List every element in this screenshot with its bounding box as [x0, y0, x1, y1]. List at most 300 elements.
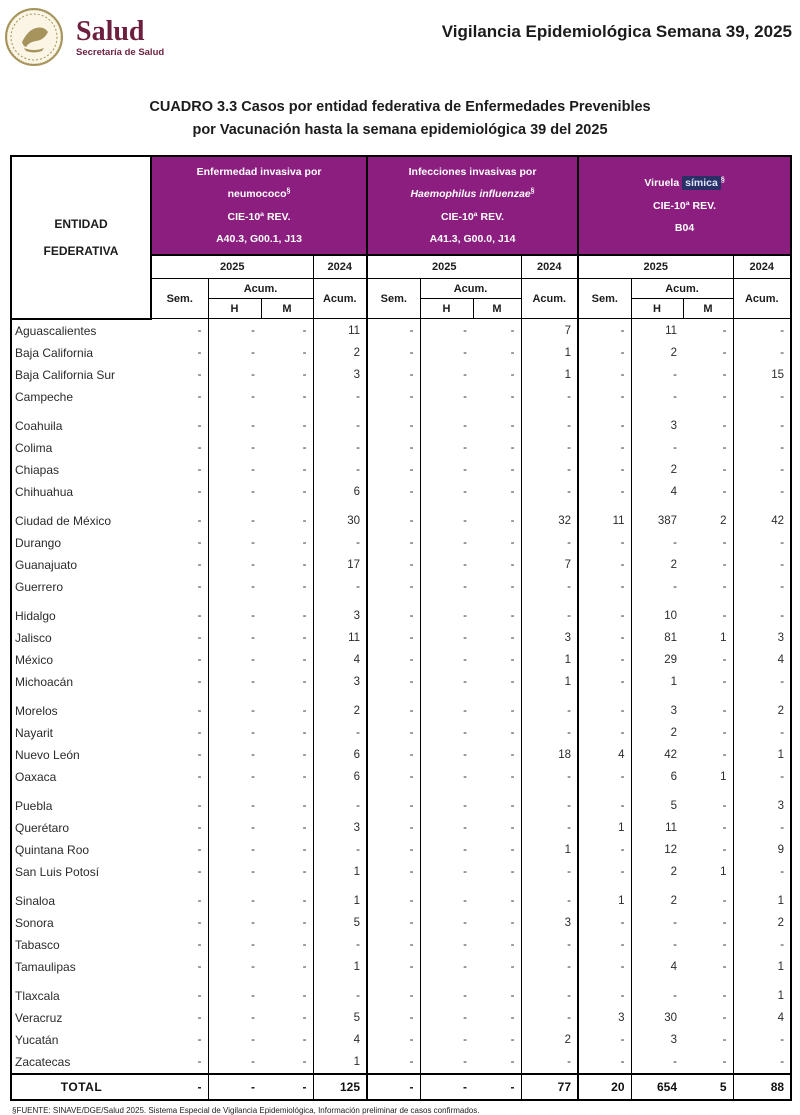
table-row	[11, 437, 791, 459]
spacer-cell	[733, 693, 791, 700]
spacer-cell	[151, 693, 208, 700]
spacer-row	[11, 408, 791, 415]
value-cell: 1	[313, 861, 367, 883]
group-header-line	[152, 183, 366, 206]
spacer-cell	[261, 693, 313, 700]
table-row	[11, 1029, 791, 1051]
value-cell: -	[578, 956, 631, 978]
value-cell: -	[367, 459, 420, 481]
value-cell: -	[367, 605, 420, 627]
spacer-cell	[473, 788, 521, 795]
value-cell: -	[151, 627, 208, 649]
value-cell: 4	[733, 1007, 791, 1029]
value-cell: 4	[313, 1029, 367, 1051]
value-cell: -	[208, 532, 261, 554]
table-row	[11, 985, 791, 1007]
value-cell: 3	[733, 795, 791, 817]
value-cell: -	[420, 766, 473, 788]
value-cell: 2	[521, 1029, 578, 1051]
value-cell: -	[151, 839, 208, 861]
value-cell: -	[367, 890, 420, 912]
value-cell: 20	[578, 1074, 631, 1100]
value-cell: -	[261, 671, 313, 693]
value-cell: -	[420, 554, 473, 576]
m-column-header: M	[683, 299, 733, 319]
value-cell: -	[683, 912, 733, 934]
value-cell: -	[313, 839, 367, 861]
value-cell: -	[420, 627, 473, 649]
value-cell: -	[208, 1029, 261, 1051]
value-cell: -	[208, 671, 261, 693]
value-cell: 2	[631, 861, 683, 883]
value-cell: -	[367, 956, 420, 978]
value-cell: -	[683, 649, 733, 671]
spacer-cell	[11, 883, 151, 890]
acum-column-header: Acum.	[208, 279, 313, 299]
value-cell: -	[733, 319, 791, 342]
entity-cell: San Luis Potosí	[11, 861, 151, 883]
value-cell: 1	[521, 364, 578, 386]
value-cell: 81	[631, 627, 683, 649]
spacer-cell	[11, 408, 151, 415]
value-cell: 3	[313, 605, 367, 627]
spacer-row	[11, 693, 791, 700]
table-row	[11, 554, 791, 576]
spacer-cell	[578, 503, 631, 510]
value-cell: 3	[733, 627, 791, 649]
value-cell: -	[367, 576, 420, 598]
value-cell: -	[261, 700, 313, 722]
spacer-row	[11, 883, 791, 890]
value-cell: -	[473, 985, 521, 1007]
value-cell: -	[367, 649, 420, 671]
value-cell: -	[367, 415, 420, 437]
spacer-cell	[521, 408, 578, 415]
value-cell: -	[367, 532, 420, 554]
table-row	[11, 532, 791, 554]
spacer-cell	[473, 503, 521, 510]
value-cell: -	[420, 985, 473, 1007]
spacer-cell	[367, 503, 420, 510]
value-cell: -	[521, 817, 578, 839]
value-cell: -	[683, 890, 733, 912]
value-cell: -	[208, 554, 261, 576]
value-cell: -	[521, 890, 578, 912]
spacer-cell	[521, 598, 578, 605]
value-cell: -	[261, 554, 313, 576]
value-cell: -	[151, 364, 208, 386]
group-header-line	[152, 206, 366, 229]
value-cell: -	[367, 437, 420, 459]
group-header-line	[579, 195, 790, 218]
value-cell: -	[367, 912, 420, 934]
spacer-cell	[313, 883, 367, 890]
value-cell: -	[420, 415, 473, 437]
value-cell: -	[733, 459, 791, 481]
spacer-cell	[683, 883, 733, 890]
source-footnote: §FUENTE: SINAVE/DGE/Salud 2025. Sistema Especial de Vigilancia Epidemiológica, Información preliminar de casos confirmados.	[12, 1105, 480, 1115]
group-header-line	[579, 172, 790, 195]
spacer-cell	[473, 598, 521, 605]
value-cell: -	[683, 342, 733, 364]
value-cell: -	[420, 1074, 473, 1100]
value-cell: -	[521, 532, 578, 554]
value-cell: -	[208, 1074, 261, 1100]
value-cell: 1	[733, 956, 791, 978]
entity-cell: Sinaloa	[11, 890, 151, 912]
value-cell: -	[151, 1051, 208, 1074]
spacer-cell	[578, 978, 631, 985]
value-cell: -	[313, 532, 367, 554]
value-cell: 3	[631, 415, 683, 437]
value-cell: 2	[683, 510, 733, 532]
value-cell: -	[473, 671, 521, 693]
value-cell: -	[261, 1029, 313, 1051]
entity-cell: Tlaxcala	[11, 985, 151, 1007]
entity-column-header	[11, 156, 151, 319]
table-row	[11, 671, 791, 693]
entity-cell: Campeche	[11, 386, 151, 408]
value-cell: -	[151, 386, 208, 408]
value-cell: -	[683, 364, 733, 386]
value-cell: -	[367, 364, 420, 386]
spacer-cell	[683, 978, 733, 985]
year-2024-header: 2024	[733, 255, 791, 279]
value-cell: 1	[683, 861, 733, 883]
value-cell: -	[473, 1074, 521, 1100]
value-cell: -	[208, 890, 261, 912]
entity-cell: Jalisco	[11, 627, 151, 649]
value-cell: 11	[578, 510, 631, 532]
value-cell: -	[683, 795, 733, 817]
value-cell: -	[151, 1007, 208, 1029]
value-cell: -	[420, 1051, 473, 1074]
group-header-text: CIE-10ª REV.	[441, 210, 505, 223]
m-column-header: M	[261, 299, 313, 319]
entity-cell: Tabasco	[11, 934, 151, 956]
value-cell: -	[733, 605, 791, 627]
value-cell: -	[151, 554, 208, 576]
h-column-header: H	[420, 299, 473, 319]
value-cell: -	[208, 934, 261, 956]
value-cell: -	[151, 817, 208, 839]
value-cell: -	[261, 912, 313, 934]
value-cell: -	[631, 985, 683, 1007]
value-cell: -	[631, 1051, 683, 1074]
value-cell: -	[473, 386, 521, 408]
entity-cell: Sonora	[11, 912, 151, 934]
value-cell: -	[367, 481, 420, 503]
value-cell: -	[521, 861, 578, 883]
group-header-line	[152, 228, 366, 251]
value-cell: -	[578, 1051, 631, 1074]
value-cell: -	[683, 1029, 733, 1051]
spacer-cell	[367, 598, 420, 605]
value-cell: 6	[313, 766, 367, 788]
spacer-cell	[208, 598, 261, 605]
value-cell: -	[367, 671, 420, 693]
value-cell: -	[367, 342, 420, 364]
value-cell: -	[367, 766, 420, 788]
value-cell: -	[367, 1074, 420, 1100]
group-header-line	[368, 183, 577, 206]
entity-cell: Baja California Sur	[11, 364, 151, 386]
value-cell: -	[578, 554, 631, 576]
value-cell: -	[473, 744, 521, 766]
spacer-cell	[367, 788, 420, 795]
table-row	[11, 342, 791, 364]
value-cell: 11	[313, 627, 367, 649]
spacer-cell	[473, 978, 521, 985]
value-cell: -	[683, 985, 733, 1007]
spacer-cell	[11, 978, 151, 985]
spacer-cell	[261, 978, 313, 985]
entity-cell: Quintana Roo	[11, 839, 151, 861]
spacer-cell	[473, 408, 521, 415]
value-cell: 10	[631, 605, 683, 627]
table-row	[11, 722, 791, 744]
spacer-cell	[631, 978, 683, 985]
spacer-cell	[521, 788, 578, 795]
value-cell: -	[367, 817, 420, 839]
value-cell: -	[261, 576, 313, 598]
value-cell: -	[578, 481, 631, 503]
brand-subtitle: Secretaría de Salud	[76, 47, 165, 58]
value-cell: -	[578, 459, 631, 481]
table-row	[11, 744, 791, 766]
entity-cell: México	[11, 649, 151, 671]
spacer-cell	[631, 598, 683, 605]
value-cell: -	[420, 437, 473, 459]
value-cell: -	[521, 459, 578, 481]
value-cell: -	[151, 481, 208, 503]
entity-cell: Veracruz	[11, 1007, 151, 1029]
group-header-line	[368, 228, 577, 251]
value-cell: -	[473, 1007, 521, 1029]
entity-cell: Guanajuato	[11, 554, 151, 576]
spacer-cell	[151, 788, 208, 795]
value-cell: -	[578, 532, 631, 554]
value-cell: -	[151, 605, 208, 627]
value-cell: -	[261, 649, 313, 671]
entity-cell: Zacatecas	[11, 1051, 151, 1074]
value-cell: -	[420, 1029, 473, 1051]
brand-text	[76, 18, 164, 58]
m-column-header: M	[473, 299, 521, 319]
value-cell: -	[420, 510, 473, 532]
value-cell: -	[208, 576, 261, 598]
spacer-cell	[733, 503, 791, 510]
value-cell: -	[473, 700, 521, 722]
value-cell: -	[521, 386, 578, 408]
value-cell: -	[521, 437, 578, 459]
spacer-cell	[631, 503, 683, 510]
value-cell: -	[683, 671, 733, 693]
spacer-cell	[578, 408, 631, 415]
total-row	[11, 1074, 791, 1100]
value-cell: -	[420, 576, 473, 598]
spacer-cell	[733, 978, 791, 985]
value-cell: 15	[733, 364, 791, 386]
value-cell: -	[578, 722, 631, 744]
value-cell: 1	[733, 890, 791, 912]
entity-cell: Querétaro	[11, 817, 151, 839]
value-cell: -	[733, 554, 791, 576]
value-cell: -	[261, 459, 313, 481]
value-cell: -	[521, 700, 578, 722]
table-row	[11, 890, 791, 912]
spacer-row	[11, 598, 791, 605]
value-cell: -	[473, 817, 521, 839]
value-cell: -	[683, 605, 733, 627]
value-cell: -	[261, 481, 313, 503]
value-cell: -	[521, 415, 578, 437]
table-head	[11, 156, 791, 319]
group-header-text: Haemophilus influenzae	[410, 188, 531, 201]
table-row	[11, 627, 791, 649]
value-cell: -	[208, 649, 261, 671]
table-row	[11, 481, 791, 503]
value-cell: -	[473, 912, 521, 934]
value-cell: -	[367, 510, 420, 532]
value-cell: -	[208, 722, 261, 744]
group-header-viruela-simica	[578, 156, 791, 255]
value-cell: -	[683, 532, 733, 554]
value-cell: -	[420, 1007, 473, 1029]
section-mark: §	[720, 176, 725, 184]
value-cell: -	[420, 605, 473, 627]
value-cell: -	[208, 1051, 261, 1074]
value-cell: 18	[521, 744, 578, 766]
value-cell: -	[473, 576, 521, 598]
value-cell: -	[261, 985, 313, 1007]
entity-cell: Nuevo León	[11, 744, 151, 766]
brand-name: Salud	[76, 16, 145, 47]
value-cell: -	[261, 364, 313, 386]
value-cell: -	[208, 956, 261, 978]
entity-cell: Chihuahua	[11, 481, 151, 503]
spacer-cell	[367, 693, 420, 700]
value-cell: -	[261, 1051, 313, 1074]
total-label-cell: TOTAL	[11, 1074, 151, 1100]
value-cell: -	[683, 459, 733, 481]
value-cell: 11	[313, 319, 367, 342]
value-cell: 6	[313, 744, 367, 766]
masthead	[0, 0, 800, 72]
value-cell: -	[151, 437, 208, 459]
spacer-cell	[521, 503, 578, 510]
value-cell: -	[420, 890, 473, 912]
group-header-text: neumococo	[227, 188, 287, 201]
value-cell: -	[578, 342, 631, 364]
spacer-row	[11, 978, 791, 985]
value-cell: -	[367, 386, 420, 408]
value-cell: 12	[631, 839, 683, 861]
value-cell: -	[578, 671, 631, 693]
value-cell: -	[733, 437, 791, 459]
value-cell: 2	[313, 700, 367, 722]
table-row	[11, 649, 791, 671]
value-cell: -	[261, 627, 313, 649]
value-cell: -	[151, 342, 208, 364]
spacer-cell	[631, 693, 683, 700]
year-2025-header: 2025	[151, 255, 313, 279]
spacer-row	[11, 788, 791, 795]
spacer-cell	[733, 883, 791, 890]
value-cell: -	[578, 415, 631, 437]
spacer-cell	[261, 598, 313, 605]
value-cell: 2	[631, 459, 683, 481]
value-cell: -	[151, 700, 208, 722]
table-row	[11, 576, 791, 598]
h-column-header: H	[631, 299, 683, 319]
value-cell: -	[313, 386, 367, 408]
value-cell: -	[151, 956, 208, 978]
value-cell: -	[578, 861, 631, 883]
value-cell: -	[420, 744, 473, 766]
group-header-line	[579, 217, 790, 240]
value-cell: -	[683, 319, 733, 342]
value-cell: 7	[521, 319, 578, 342]
value-cell: -	[473, 364, 521, 386]
value-cell: -	[261, 956, 313, 978]
h-column-header: H	[208, 299, 261, 319]
spacer-cell	[208, 503, 261, 510]
value-cell: -	[367, 319, 420, 342]
value-cell: -	[151, 722, 208, 744]
value-cell: -	[473, 1029, 521, 1051]
value-cell: -	[313, 722, 367, 744]
spacer-cell	[420, 408, 473, 415]
spacer-cell	[11, 503, 151, 510]
value-cell: -	[578, 576, 631, 598]
value-cell: 3	[521, 912, 578, 934]
table-row	[11, 795, 791, 817]
value-cell: -	[367, 744, 420, 766]
entity-cell: Guerrero	[11, 576, 151, 598]
group-header-text: B04	[674, 222, 695, 235]
value-cell: -	[151, 576, 208, 598]
group-header-text: CIE-10ª REV.	[653, 199, 717, 212]
group-header-line	[152, 161, 366, 184]
entity-cell: Michoacán	[11, 671, 151, 693]
value-cell: -	[473, 839, 521, 861]
value-cell: -	[578, 766, 631, 788]
value-cell: -	[733, 481, 791, 503]
value-cell: -	[208, 342, 261, 364]
value-cell: -	[578, 1029, 631, 1051]
value-cell: -	[151, 532, 208, 554]
value-cell: 9	[733, 839, 791, 861]
value-cell: -	[208, 912, 261, 934]
value-cell: 2	[631, 890, 683, 912]
value-cell: -	[367, 700, 420, 722]
value-cell: -	[733, 722, 791, 744]
table-row	[11, 700, 791, 722]
value-cell: 1	[578, 890, 631, 912]
value-cell: -	[367, 1051, 420, 1074]
value-cell: 2	[733, 912, 791, 934]
value-cell: -	[521, 576, 578, 598]
value-cell: -	[473, 459, 521, 481]
value-cell: -	[261, 795, 313, 817]
value-cell: 6	[631, 766, 683, 788]
spacer-cell	[683, 503, 733, 510]
value-cell: -	[733, 817, 791, 839]
table-row	[11, 510, 791, 532]
value-cell: 1	[521, 649, 578, 671]
value-cell: -	[473, 1051, 521, 1074]
